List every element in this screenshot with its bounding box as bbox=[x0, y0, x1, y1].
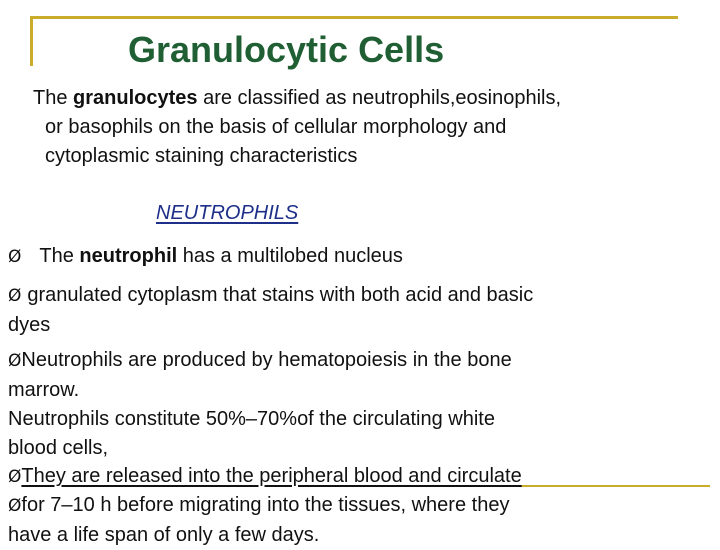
bullet-arrow-icon: Ø bbox=[8, 496, 22, 516]
bullet-1-line bbox=[8, 242, 708, 272]
bullet-2 bbox=[8, 281, 708, 340]
bullet-arrow-icon: Ø bbox=[8, 467, 22, 487]
intro-line-1 bbox=[33, 84, 693, 113]
section-heading-neutrophils: NEUTROPHILS bbox=[156, 202, 299, 224]
bullet-1-rest: has a multilobed nucleus bbox=[177, 245, 403, 267]
bullet-4-line-1 bbox=[8, 462, 708, 492]
bullet-2-line-2: dyes bbox=[8, 314, 51, 336]
bullet-5-line-2: have a life span of only a few days. bbox=[8, 524, 320, 546]
bullet-3-line-1 bbox=[8, 346, 708, 376]
bullet-3 bbox=[8, 346, 708, 463]
bullet-3-text-1: Neutrophils are produced by hematopoiesis in the bone bbox=[21, 349, 512, 371]
intro-prefix: The bbox=[33, 87, 74, 109]
bullet-3-line-2: marrow. bbox=[8, 379, 80, 401]
bullet-5-text-1: for 7–10 h before migrating into the tissues, where they bbox=[21, 494, 510, 516]
intro-line-1-rest: are classified as neutrophils,eosinophils, bbox=[197, 87, 562, 109]
bullet-3-line-3: Neutrophils constitute 50%–70%of the circulating white bbox=[8, 408, 495, 430]
slide-title: Granulocytic Cells bbox=[128, 29, 445, 70]
bullet-1-prefix: The bbox=[39, 245, 80, 267]
bullet-1 bbox=[8, 242, 708, 272]
bullet-1-bold-term: neutrophil bbox=[79, 245, 178, 267]
bullet-5-line-1 bbox=[8, 491, 708, 521]
bullet-arrow-icon: Ø bbox=[8, 286, 22, 306]
intro-line-3: cytoplasmic staining characteristics bbox=[45, 145, 358, 167]
bullet-3-line-4: blood cells, bbox=[8, 437, 109, 459]
bullet-2-text-1: granulated cytoplasm that stains with both acid and basic bbox=[27, 284, 534, 306]
bullet-arrow-icon: Ø bbox=[8, 351, 22, 371]
bullet-arrow-icon: Ø bbox=[8, 247, 22, 267]
bullet-4 bbox=[8, 462, 708, 492]
title-frame-left-rule bbox=[30, 16, 33, 66]
intro-line-2: or basophils on the basis of cellular morphology and bbox=[45, 116, 507, 138]
title-frame-top-rule bbox=[30, 16, 678, 19]
intro-bold-term: granulocytes bbox=[73, 87, 198, 109]
bullet-4-text-1: They are released into the peripheral blood and circulate bbox=[21, 465, 522, 487]
intro-paragraph bbox=[33, 84, 693, 171]
bullet-5 bbox=[8, 491, 708, 550]
bullet-2-line-1 bbox=[8, 281, 708, 311]
